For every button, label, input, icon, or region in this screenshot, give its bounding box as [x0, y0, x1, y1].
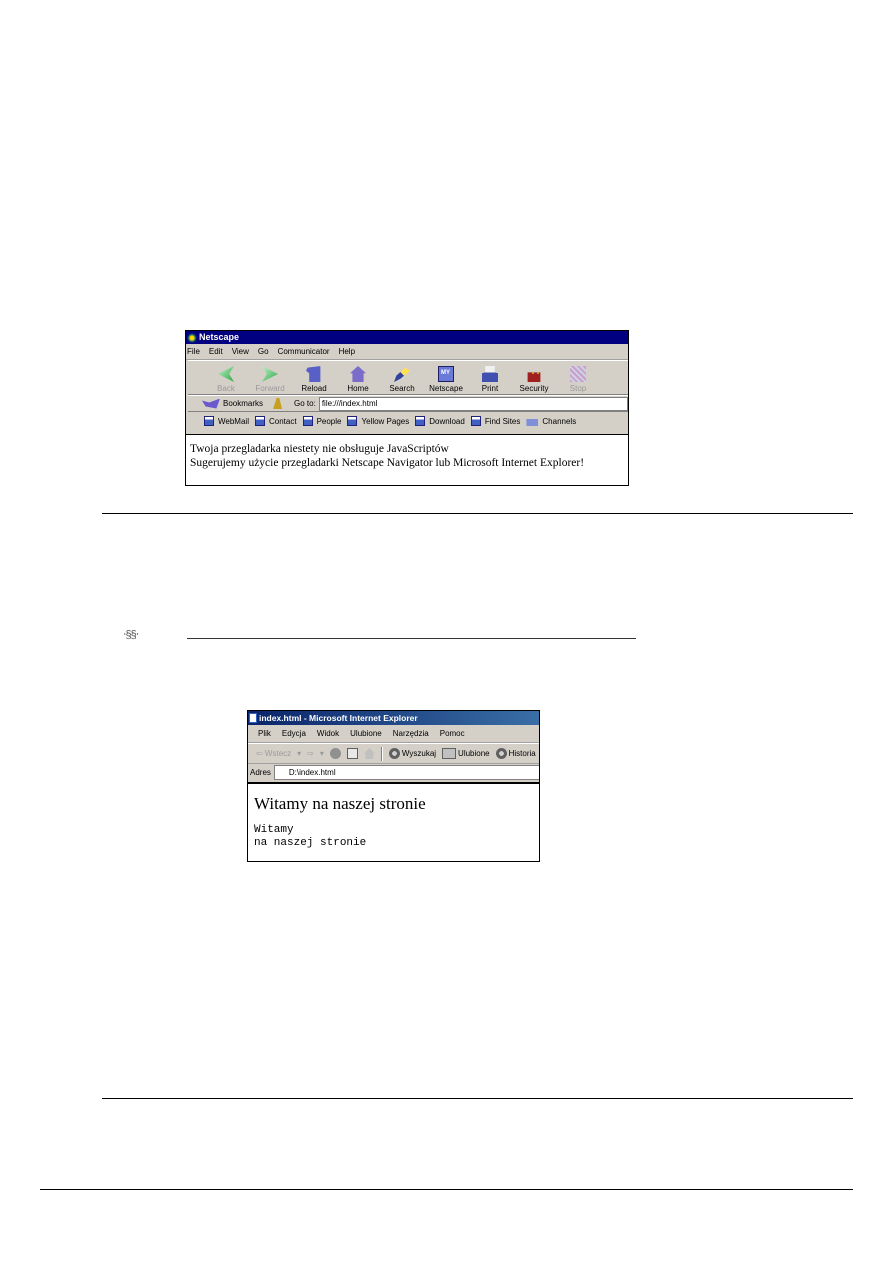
document-icon [249, 713, 257, 723]
toolbar-separator [381, 747, 383, 761]
netscape-page-content [186, 434, 628, 485]
channels-link[interactable] [526, 416, 576, 426]
channels-icon [526, 416, 538, 426]
section-divider-top [102, 513, 853, 514]
search-button[interactable] [389, 748, 436, 759]
search-label: Search [389, 384, 415, 393]
netscape-logo-icon [187, 333, 197, 343]
search-button[interactable] [380, 366, 424, 394]
preformatted-line-2: na naszej stronie [254, 837, 367, 849]
reload-button[interactable] [292, 366, 336, 394]
netscape-window-screenshot [185, 330, 629, 486]
bookmarks-button[interactable]: Bookmarks [223, 399, 264, 408]
padlock-icon [526, 366, 542, 382]
find-sites-link[interactable] [471, 416, 521, 426]
menu-edit[interactable]: Edit [208, 347, 223, 356]
history-button[interactable] [496, 748, 536, 759]
menu-communicator[interactable]: Communicator [277, 347, 330, 356]
print-label: Print [481, 384, 499, 393]
netscape-label: Netscape [429, 384, 463, 393]
menu-bar [186, 344, 628, 360]
netscape-button[interactable] [424, 366, 468, 394]
browser-suggestion-message: Sugerujemy użycie przegladarki Netscape Navigator lub Microsoft Internet Explorer! [190, 457, 585, 469]
forward-dropdown-icon[interactable]: ▾ [319, 749, 324, 758]
bookmark-page-icon [347, 416, 357, 426]
standard-toolbar [248, 743, 539, 764]
ie-title-bar [248, 711, 539, 725]
home-icon[interactable] [364, 748, 375, 759]
menu-narzedzia[interactable]: Narzędzia [392, 729, 429, 738]
menu-edycja[interactable]: Edycja [281, 729, 306, 738]
menu-help[interactable]: Help [338, 347, 356, 356]
forward-label: Forward [255, 384, 285, 393]
menu-file[interactable]: File [187, 347, 200, 356]
personal-toolbar [188, 412, 628, 430]
navigation-toolbar [188, 360, 628, 395]
back-dropdown-icon[interactable]: ▾ [297, 749, 302, 758]
contact-link[interactable] [255, 416, 297, 426]
preformatted-line-1: Witamy [254, 824, 294, 836]
back-label: Back [217, 384, 235, 393]
page-heading: Witamy na naszej stronie [254, 794, 426, 813]
favorites-button[interactable] [442, 748, 490, 759]
people-link[interactable] [303, 416, 342, 426]
printer-icon [482, 366, 498, 382]
ornament-rule [123, 638, 636, 639]
find-sites-label: Find Sites [484, 416, 521, 426]
my-netscape-icon [438, 366, 454, 382]
search-label: Wyszukaj [401, 749, 437, 758]
bookmark-page-icon [471, 416, 481, 426]
bookmark-page-icon [204, 416, 214, 426]
stop-label: Stop [569, 384, 587, 393]
stop-icon [570, 366, 586, 382]
channels-label: Channels [542, 416, 577, 426]
download-link[interactable] [415, 416, 465, 426]
security-button[interactable] [512, 366, 556, 394]
forward-arrow-icon [262, 366, 278, 382]
menu-bar [248, 725, 539, 743]
menu-ulubione[interactable]: Ulubione [350, 729, 382, 738]
stop-icon[interactable] [330, 748, 341, 759]
forward-button[interactable] [248, 366, 292, 394]
home-icon [350, 366, 366, 382]
no-javascript-message: Twoja przegladarka niestety nie obsługuje JavaScriptów [190, 443, 449, 455]
reload-label: Reload [301, 384, 327, 393]
refresh-icon[interactable] [347, 748, 358, 759]
security-label: Security [519, 384, 549, 393]
url-input[interactable]: file:///index.html [319, 397, 628, 411]
history-label: Historia [508, 749, 536, 758]
history-icon [496, 748, 507, 759]
download-label: Download [429, 416, 465, 426]
ie-window-screenshot [247, 710, 540, 862]
address-label: Adres [250, 767, 271, 777]
menu-widok[interactable]: Widok [316, 729, 340, 738]
ornament-flourish-icon: ‧§§‧ [123, 628, 187, 640]
print-button[interactable] [468, 366, 512, 394]
home-label: Home [347, 384, 369, 393]
favorites-label: Ulubione [458, 749, 490, 758]
page-proxy-icon[interactable] [273, 398, 282, 409]
menu-plik[interactable]: Plik [258, 729, 271, 738]
ie-page-content [248, 782, 539, 861]
goto-label: Go to: [294, 399, 316, 408]
address-bar [248, 764, 539, 780]
address-input[interactable]: D:\index.html [274, 765, 539, 780]
reload-icon [306, 366, 322, 382]
favorites-folder-icon [442, 748, 456, 759]
menu-pomoc[interactable]: Pomoc [439, 729, 465, 738]
people-label: People [316, 416, 342, 426]
search-icon [394, 366, 410, 382]
search-globe-icon [389, 748, 400, 759]
window-title: Netscape [199, 332, 240, 342]
webmail-link[interactable] [204, 416, 249, 426]
stop-button[interactable] [556, 366, 600, 394]
forward-button[interactable]: ⇨ [307, 749, 314, 758]
webmail-label: WebMail [218, 416, 249, 426]
yellow-pages-label: Yellow Pages [361, 416, 410, 426]
location-toolbar [188, 395, 628, 412]
bookmark-page-icon [255, 416, 265, 426]
menu-go[interactable]: Go [257, 347, 269, 356]
bookmark-page-icon [303, 416, 313, 426]
contact-label: Contact [268, 416, 297, 426]
bookmarks-icon [202, 399, 220, 409]
netscape-title-bar [186, 331, 628, 344]
page-footer-rule [40, 1189, 853, 1190]
menu-view[interactable]: View [231, 347, 249, 356]
window-title: index.html - Microsoft Internet Explorer [259, 713, 418, 723]
home-button[interactable] [336, 366, 380, 394]
back-arrow-icon [218, 366, 234, 382]
back-button[interactable] [204, 366, 248, 394]
yellow-pages-link[interactable] [347, 416, 409, 426]
bookmark-page-icon [415, 416, 425, 426]
section-divider-bottom [102, 1098, 853, 1099]
back-button[interactable]: ⇦ Wstecz [256, 749, 292, 758]
